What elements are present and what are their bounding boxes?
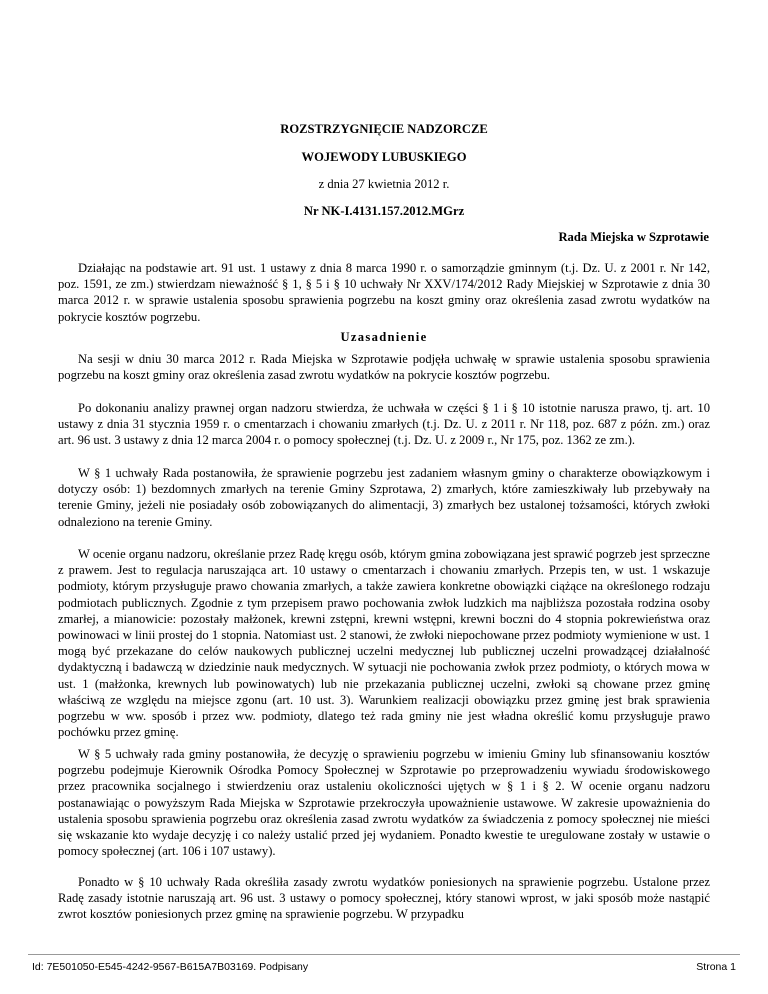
document-title: ROZSTRZYGNIĘCIE NADZORCZE [280,122,488,136]
intro-paragraph: Działając na podstawie art. 91 ust. 1 ustawy z dnia 8 marca 1990 r. o samorządzie gminnym (t.j. Dz. U. z 2001 r. Nr 142, poz. 1591, ze zm.) stwierdzam nieważność § 1, § 5 i § 10 uchwały Nr XXV/174/2012 Rady Miejskiej w Szprotawie z dnia 30 marca 2012 r. w sprawie ustalenia sposobu sprawienia pogrzebu na koszt gminy oraz określenia zasad zwrotu wydatków na pokrycie kosztów pogrzebu. [58,261,710,324]
document-id: Id: 7E501050-E545-4242-9567-B615A7B03169. Podpisany [32,961,309,973]
document-issuer: WOJEWODY LUBUSKIEGO [301,150,467,164]
footer-divider [28,954,740,955]
document-date: z dnia 27 kwietnia 2012 r. [318,177,450,191]
document-number: Nr NK-I.4131.157.2012.MGrz [303,204,465,218]
body-paragraph: W ocenie organu nadzoru, określanie przez Radę kręgu osób, którym gmina zobowiązana jest sprawić pogrzeb jest sprzeczne z prawem. Jest to regulacja naruszająca art. 10 ustawy o cmentarzach i chowaniu zmarłych. Przepis ten, w ust. 1 wskazuje podmioty, którym przysługuje prawo chowania zmarłych, a także zawiera konkretne obowiązki ciążące na określonego rodzaju podmiotach publicznych. Zgodnie z tym przepisem prawo pochowania zwłok ludzkich ma najbliższa pozostała rodzina osoby zmarłej, a mianowicie: pozostały małżonek, krewni zstępni, krewni wstępni, krewni boczni do 4 stopnia pokrewieństwa oraz powinowaci w linii prostej do 1 stopnia. Natomiast ust. 2 stanowi, że zwłoki niepochowane przez podmioty wymienione w ust. 1 mogą być przekazane do celów naukowych publicznej uczelni medycznej lub publicznej uczelni prowadzącej działalność dydaktyczną i badawczą w dziedzinie nauk medycznych. W sytuacji nie pochowania zwłok przez podmioty, o których mowa w ust. 1 (małżonka, krewnych lub powinowatych) lub nie przekazania publicznej uczelni, zwłoki są chowane przez gminę właściwą ze względu na miejsce zgonu (art. 10 ust. 3). Warunkiem realizacji obowiązku przez gminę jest brak sprawienia pogrzebu w ww. sposób i przez ww. podmioty, dlatego też rada gminy nie jest władna określić komu przysługuje prawo pochówku przez gminę. [58,547,710,740]
body-paragraph: W § 5 uchwały rada gminy postanowiła, że decyzję o sprawieniu pogrzebu w imieniu Gminy lub sfinansowaniu kosztów pogrzebu podejmuje Kierownik Ośrodka Pomocy Społecznej w Szprotawie po przeprowadzeniu wywiadu środowiskowego przez pracownika socjalnego i stwierdzeniu oraz ustaleniu okoliczności ujętych w § 1 i § 2. W ocenie organu nadzoru postanawiając o powyższym Rada Miejska w Szprotawie przekroczyła upoważnienie ustawowe. W zakresie upoważnienia do ustalenia sposobu sprawienia pogrzebu oraz określenia zasad zwrotu wydatków za świadczenia z pomocy społecznej nie mieści się wskazanie kto wydaje decyzję i co należy ustalić przed jej wydaniem. Ponadto kwestie te uregulowane zostały w ustawie o pomocy społecznej (art. 106 i 107 ustawy). [58,747,710,859]
body-paragraph: Ponadto w § 10 uchwały Rada określiła zasady zwrotu wydatków poniesionych na sprawienie pogrzebu. Ustalone przez Radę zasady istotnie naruszają art. 96 ust. 3 ustawy o pomocy społecznej, który stanowi wprost, w jaki sposób może nastąpić zwrot kosztów poniesionych przez gminę na sprawienie pogrzebu. W przypadku [58,875,710,922]
section-heading: Uzasadnienie [340,330,428,344]
page-number: Strona 1 [696,961,736,973]
body-paragraph: Na sesji w dniu 30 marca 2012 r. Rada Miejska w Szprotawie podjęła uchwałę w sprawie ustalenia sposobu sprawienia pogrzebu na koszt gminy oraz określenia zasad zwrotu wydatków na pokrycie kosztów pogrzebu. [58,352,710,383]
body-paragraph: W § 1 uchwały Rada postanowiła, że sprawienie pogrzebu jest zadaniem własnym gminy o charakterze obowiązkowym i dotyczy osób: 1) bezdomnych zmarłych na terenie Gminy Szprotawa, 2) zmarłych, które zamieszkiwały lub przebywały na terenie Gminy, jeżeli nie posiadały osób zobowiązanych do alimentacji, 3) zmarłych bez ustalonej tożsamości, których zwłoki odnaleziono na terenie Gminy. [58,466,710,529]
addressee: Rada Miejska w Szprotawie [558,230,709,244]
body-paragraph: Po dokonaniu analizy prawnej organ nadzoru stwierdza, że uchwała w części § 1 i § 10 istotnie narusza prawo, tj. art. 10 ustawy z dnia 31 stycznia 1959 r. o cmentarzach i chowaniu zmarłych (t.j. Dz. U. z 2011 r. Nr 118, poz. 687 z późn. zm.) oraz art. 96 ust. 3 ustawy z dnia 12 marca 2004 r. o pomocy społecznej (t.j. Dz. U. z 2009 r., Nr 175, poz. 1362 ze zm.). [58,401,710,448]
